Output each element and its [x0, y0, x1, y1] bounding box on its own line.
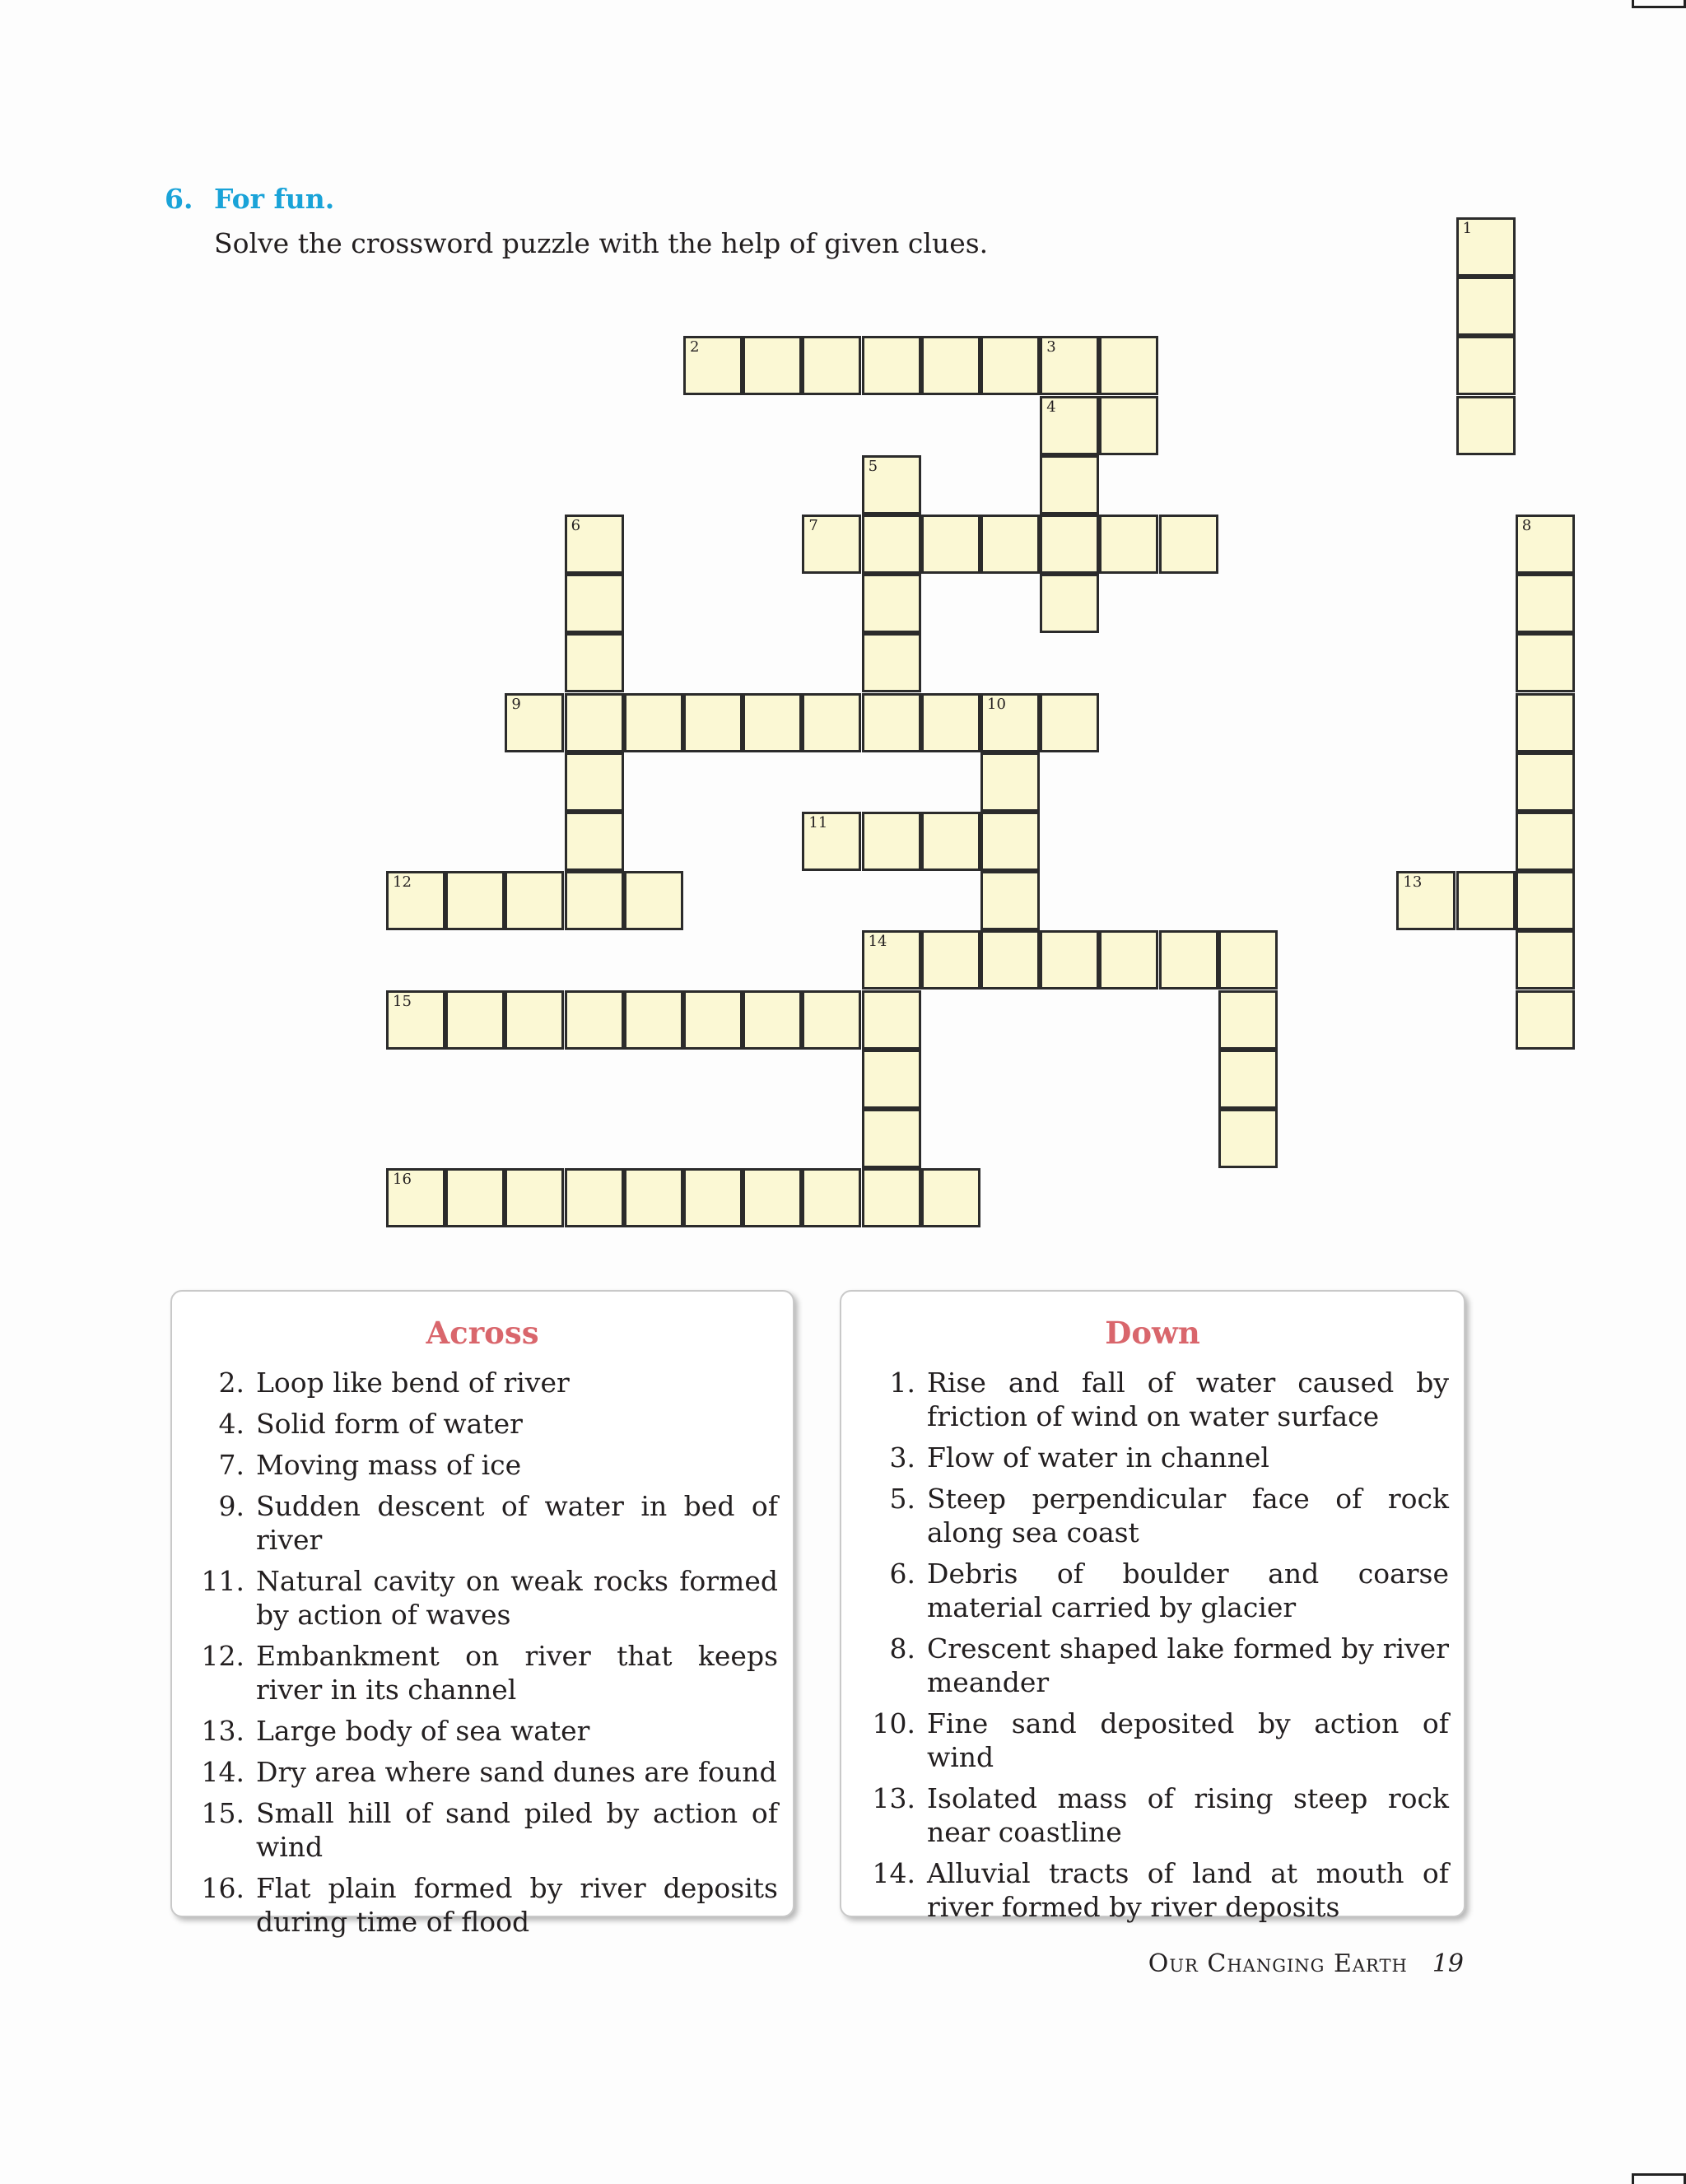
- clue-number-label: 2: [690, 338, 700, 356]
- crossword-cell[interactable]: [802, 693, 861, 752]
- across-clue: [172, 1407, 778, 1441]
- crossword-cell[interactable]: [386, 871, 445, 930]
- crossword-cell[interactable]: [1516, 990, 1575, 1050]
- crossword-cell[interactable]: [1456, 217, 1516, 277]
- crossword-cell[interactable]: [743, 1168, 802, 1227]
- crossword-cell[interactable]: [565, 515, 624, 574]
- crossword-cell[interactable]: [921, 693, 980, 752]
- crossword-cell[interactable]: [505, 693, 564, 752]
- clue-text: Dry area where sand dunes are found: [256, 1756, 777, 1788]
- crossword-cell[interactable]: [1040, 515, 1099, 574]
- crossword-cell[interactable]: [980, 812, 1040, 871]
- crossword-cell[interactable]: [445, 871, 505, 930]
- page-number: 19: [1432, 1949, 1464, 1978]
- crossword-cell[interactable]: [1099, 930, 1158, 990]
- crossword-cell[interactable]: [980, 752, 1040, 812]
- crossword-cell[interactable]: [862, 930, 921, 990]
- crossword-cell[interactable]: [683, 990, 743, 1050]
- crossword-cell[interactable]: [921, 930, 980, 990]
- across-clue: [172, 1639, 778, 1707]
- crossword-cell[interactable]: [1099, 396, 1158, 455]
- down-clue-list: [841, 1366, 1464, 1924]
- down-heading: Down: [1105, 1315, 1200, 1351]
- clue-number-label: 11: [808, 814, 828, 831]
- crossword-cell[interactable]: [862, 693, 921, 752]
- crossword-cell[interactable]: [505, 1168, 564, 1227]
- clue-text: Debris of boulder and coarse material carried by glacier: [927, 1558, 1449, 1623]
- across-clue: [172, 1871, 778, 1939]
- crossword-cell[interactable]: [1456, 277, 1516, 336]
- clue-number: 4.: [218, 1408, 245, 1440]
- clue-number: 3.: [889, 1441, 915, 1474]
- crossword-cell[interactable]: [1040, 396, 1099, 455]
- clue-number: 9.: [218, 1490, 245, 1522]
- clue-number-label: 7: [808, 517, 818, 534]
- crossword-cell[interactable]: [386, 990, 445, 1050]
- clue-text: Moving mass of ice: [256, 1449, 522, 1481]
- clue-number-label: 8: [1521, 517, 1532, 534]
- crossword-cell[interactable]: [1516, 515, 1575, 574]
- crossword-cell[interactable]: [862, 455, 921, 515]
- crossword-cell[interactable]: [921, 1168, 980, 1227]
- clue-number-label: 15: [393, 992, 412, 1010]
- crossword-cell[interactable]: [445, 1168, 505, 1227]
- page-footer: [1148, 1949, 1464, 1978]
- crossword-cell[interactable]: [980, 515, 1040, 574]
- crossword-cell[interactable]: [802, 515, 861, 574]
- across-clue: [172, 1796, 778, 1864]
- crossword-cell[interactable]: [683, 693, 743, 752]
- clue-number: 11.: [201, 1565, 245, 1597]
- clue-number: 15.: [201, 1797, 245, 1829]
- crop-mark: [1632, 0, 1686, 8]
- crossword-cell[interactable]: [565, 1168, 624, 1227]
- question-heading: [165, 183, 334, 215]
- crossword-cell[interactable]: [565, 752, 624, 812]
- clue-number-label: 3: [1046, 338, 1056, 356]
- clue-text: Solid form of water: [256, 1408, 523, 1440]
- question-instruction: Solve the crossword puzzle with the help of given clues.: [214, 227, 989, 259]
- across-clue: [172, 1366, 778, 1399]
- down-clues-box: [840, 1290, 1465, 1923]
- clue-text: Steep perpendicular face of rock along sea coast: [927, 1483, 1449, 1548]
- clue-text: Alluvial tracts of land at mouth of river formed by river deposits: [927, 1857, 1449, 1923]
- crossword-cell[interactable]: [565, 574, 624, 633]
- clue-text: Loop like bend of river: [256, 1367, 570, 1399]
- across-clues-box: [170, 1290, 794, 1938]
- across-clue-list: [172, 1366, 793, 1939]
- crossword-cell[interactable]: [862, 990, 921, 1050]
- crossword-cell[interactable]: [862, 812, 921, 871]
- crossword-cell[interactable]: [862, 1109, 921, 1168]
- clue-number: 7.: [218, 1449, 245, 1481]
- clue-number: 14.: [872, 1857, 915, 1889]
- crossword-cell[interactable]: [1218, 990, 1278, 1050]
- crossword-cell[interactable]: [743, 990, 802, 1050]
- crossword-cell[interactable]: [1040, 693, 1099, 752]
- crossword-cell[interactable]: [1218, 1109, 1278, 1168]
- crossword-cell[interactable]: [1456, 871, 1516, 930]
- crossword-cell[interactable]: [921, 515, 980, 574]
- crossword-cell[interactable]: [1456, 396, 1516, 455]
- crossword-cell[interactable]: [624, 693, 683, 752]
- clue-number: 8.: [889, 1632, 915, 1665]
- down-clue: [841, 1366, 1449, 1433]
- crossword-cell[interactable]: [565, 693, 624, 752]
- crossword-cell[interactable]: [1040, 336, 1099, 395]
- crossword-cell[interactable]: [624, 871, 683, 930]
- crossword-cell[interactable]: [505, 990, 564, 1050]
- crossword-cell[interactable]: [1516, 633, 1575, 692]
- clue-number: 12.: [201, 1640, 245, 1672]
- clue-number: 16.: [201, 1872, 245, 1904]
- across-clue: [172, 1714, 778, 1748]
- clue-text: Embankment on river that keeps river in its channel: [256, 1640, 778, 1706]
- crossword-cell[interactable]: [1099, 515, 1158, 574]
- down-clue: [841, 1632, 1449, 1699]
- down-clue: [841, 1856, 1449, 1924]
- clue-number: 2.: [218, 1367, 245, 1399]
- crossword-cell[interactable]: [921, 336, 980, 395]
- crossword-cell[interactable]: [1456, 336, 1516, 395]
- crossword-cell[interactable]: [1159, 930, 1218, 990]
- clue-text: Natural cavity on weak rocks formed by action of waves: [256, 1565, 778, 1631]
- crossword-cell[interactable]: [862, 574, 921, 633]
- clue-text: Rise and fall of water caused by friction of wind on water surface: [927, 1367, 1449, 1432]
- clue-text: Isolated mass of rising steep rock near coastline: [927, 1782, 1449, 1848]
- crossword-cell[interactable]: [862, 1050, 921, 1109]
- crossword-cell[interactable]: [862, 1168, 921, 1227]
- crossword-cell[interactable]: [624, 1168, 683, 1227]
- clue-number: 13.: [201, 1715, 245, 1747]
- crossword-cell[interactable]: [624, 990, 683, 1050]
- crossword-cell[interactable]: [1040, 930, 1099, 990]
- clue-number-label: 1: [1462, 220, 1473, 237]
- clue-number-label: 4: [1046, 398, 1056, 416]
- clue-number: 6.: [889, 1558, 915, 1590]
- crossword-cell[interactable]: [802, 336, 861, 395]
- crossword-cell[interactable]: [802, 812, 861, 871]
- crossword-cell[interactable]: [683, 336, 743, 395]
- crossword-cell[interactable]: [980, 930, 1040, 990]
- crossword-cell[interactable]: [1516, 812, 1575, 871]
- clue-number-label: 6: [571, 517, 581, 534]
- clue-text: Large body of sea water: [256, 1715, 590, 1747]
- crossword-cell[interactable]: [386, 1168, 445, 1227]
- crossword-cell[interactable]: [1516, 930, 1575, 990]
- crossword-cell[interactable]: [1040, 574, 1099, 633]
- clue-number-label: 16: [393, 1171, 412, 1189]
- crossword-cell[interactable]: [980, 871, 1040, 930]
- crossword-cell[interactable]: [1516, 871, 1575, 930]
- crossword-cell[interactable]: [1516, 752, 1575, 812]
- crossword-cell[interactable]: [565, 633, 624, 692]
- clue-text: Fine sand deposited by action of wind: [927, 1707, 1449, 1773]
- down-clue: [841, 1707, 1449, 1774]
- across-clue: [172, 1489, 778, 1557]
- down-clue: [841, 1781, 1449, 1849]
- book-title: Our Changing Earth: [1148, 1949, 1408, 1978]
- crop-mark: [1632, 2173, 1686, 2184]
- crossword-cell[interactable]: [862, 633, 921, 692]
- crossword-cell[interactable]: [565, 990, 624, 1050]
- crossword-cell[interactable]: [1218, 930, 1278, 990]
- crossword-cell[interactable]: [565, 812, 624, 871]
- across-heading: Across: [426, 1315, 539, 1351]
- question-number: 6.: [165, 183, 193, 215]
- crossword-cell[interactable]: [1218, 1050, 1278, 1109]
- down-clue: [841, 1441, 1449, 1474]
- crossword-cell[interactable]: [1040, 455, 1099, 515]
- crossword-cell[interactable]: [802, 990, 861, 1050]
- crossword-cell[interactable]: [1516, 693, 1575, 752]
- clue-text: Sudden descent of water in bed of river: [256, 1490, 778, 1556]
- crossword-cell[interactable]: [1396, 871, 1455, 930]
- crossword-cell[interactable]: [980, 693, 1040, 752]
- clue-text: Small hill of sand piled by action of wind: [256, 1797, 778, 1863]
- crossword-cell[interactable]: [445, 990, 505, 1050]
- crossword-cell[interactable]: [505, 871, 564, 930]
- clue-number-label: 13: [1403, 873, 1423, 892]
- crossword-cell[interactable]: [565, 871, 624, 930]
- crossword-cell[interactable]: [743, 336, 802, 395]
- clue-number: 1.: [889, 1367, 915, 1399]
- clue-number-label: 14: [868, 933, 887, 951]
- clue-text: Flat plain formed by river deposits during time of flood: [256, 1872, 778, 1938]
- clue-number-label: 12: [393, 873, 412, 892]
- crossword-cell[interactable]: [862, 515, 921, 574]
- crossword-cell[interactable]: [921, 812, 980, 871]
- crossword-cell[interactable]: [1099, 336, 1158, 395]
- crossword-cell[interactable]: [1159, 515, 1218, 574]
- down-clue: [841, 1557, 1449, 1624]
- clue-number-label: 5: [868, 457, 878, 475]
- clue-number: 5.: [889, 1483, 915, 1515]
- crossword-cell[interactable]: [743, 693, 802, 752]
- clue-number-label: 9: [511, 695, 521, 713]
- crossword-cell[interactable]: [980, 336, 1040, 395]
- across-clue: [172, 1755, 778, 1789]
- clue-number: 14.: [201, 1756, 245, 1788]
- crossword-cell[interactable]: [683, 1168, 743, 1227]
- crossword-cell[interactable]: [802, 1168, 861, 1227]
- clue-number-label: 10: [987, 695, 1006, 713]
- clue-text: Crescent shaped lake formed by river meander: [927, 1632, 1449, 1698]
- crossword-cell[interactable]: [1516, 574, 1575, 633]
- across-clue: [172, 1448, 778, 1482]
- clue-number: 10.: [872, 1707, 915, 1739]
- crossword-cell[interactable]: [862, 336, 921, 395]
- question-title: For fun.: [214, 183, 335, 215]
- clue-number: 13.: [872, 1782, 915, 1814]
- down-clue: [841, 1482, 1449, 1549]
- clue-text: Flow of water in channel: [927, 1441, 1269, 1474]
- across-clue: [172, 1564, 778, 1632]
